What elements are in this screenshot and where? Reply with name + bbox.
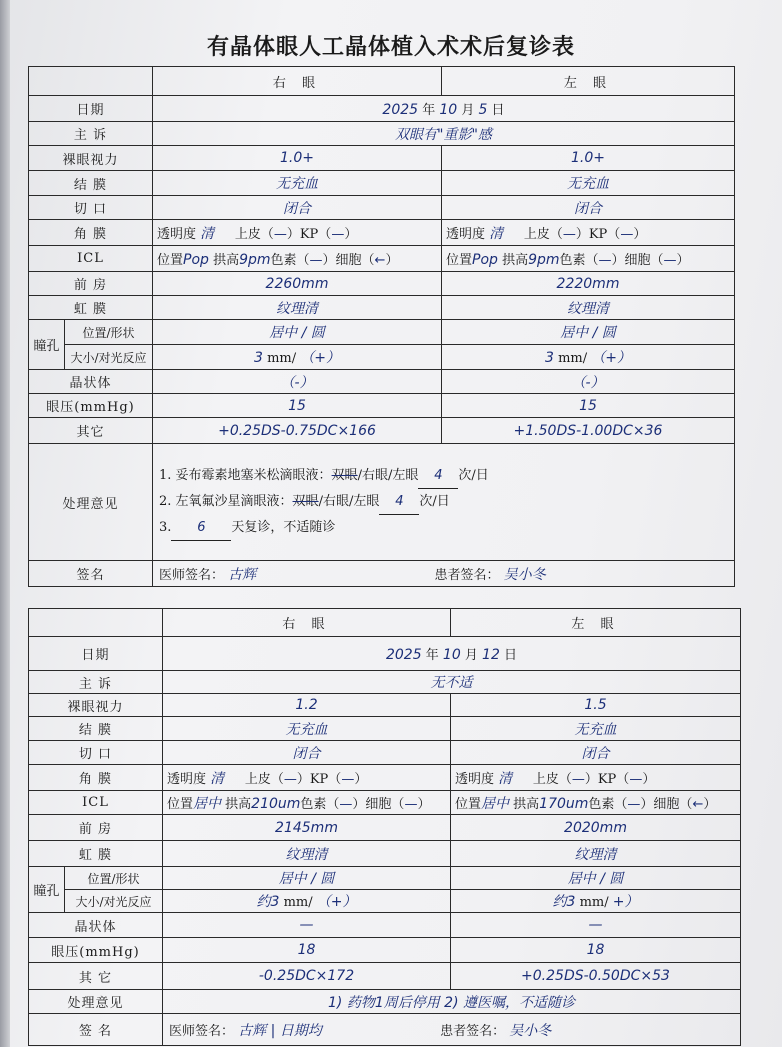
rx1-times: 4 xyxy=(418,463,458,489)
vision-label: 裸眼视力 xyxy=(29,694,163,717)
pigment-label: 色素（ xyxy=(300,796,340,812)
other-right: -0.25DC×172 xyxy=(163,963,451,990)
vault-value: 9pm xyxy=(528,252,560,268)
pupil-size-value: 3 xyxy=(545,350,554,366)
cornea-right xyxy=(153,220,442,246)
pupil-size-row xyxy=(29,890,741,913)
position-label: 位置 xyxy=(167,796,194,812)
kp-value: — xyxy=(341,771,355,787)
vision-right: 1.2 xyxy=(163,694,451,717)
other-right: +0.25DS-0.75DC×166 xyxy=(153,418,442,444)
cornea-left xyxy=(451,765,741,791)
pigment-label: 色素（ xyxy=(270,253,310,268)
iris-right: 纹理清 xyxy=(153,296,442,320)
date-year: 2025 xyxy=(382,102,419,118)
cells-value: — xyxy=(663,253,677,268)
pupil-size-value: 约3 xyxy=(256,894,280,910)
complaint-value: 无不适 xyxy=(163,671,741,694)
transparency-label: 透明度 xyxy=(446,226,486,242)
pigment-value: — xyxy=(627,796,641,812)
complaint-row xyxy=(29,671,741,694)
doctor-signature: 古辉 | 日期均 xyxy=(238,1022,322,1039)
icl-right xyxy=(163,791,451,815)
epithelium-label: 上皮（ xyxy=(234,226,274,242)
date-row xyxy=(29,637,741,671)
year-label: 年 xyxy=(425,648,439,663)
cornea-right xyxy=(163,765,451,791)
year-label: 年 xyxy=(422,103,436,118)
doctor-signature: 古辉 xyxy=(228,566,257,583)
vault-label: 拱高 xyxy=(213,253,240,268)
kp-label: ）KP（ xyxy=(286,226,332,242)
incision-left: 闭合 xyxy=(451,741,741,765)
position-label: 位置 xyxy=(157,253,184,268)
vault-value: 170um xyxy=(539,795,589,812)
pupil-label: 瞳孔 xyxy=(29,320,65,370)
signature-label: 签名 xyxy=(29,561,153,587)
close-paren: ） xyxy=(703,796,717,812)
iris-right: 纹理清 xyxy=(163,841,451,867)
date-day: 5 xyxy=(478,102,488,118)
transparency-label: 透明度 xyxy=(167,771,207,787)
binder-edge xyxy=(0,0,10,1047)
day-label: 日 xyxy=(504,648,518,663)
treatment-row xyxy=(29,990,741,1014)
pigment-label: 色素（ xyxy=(588,796,628,812)
vision-row xyxy=(29,146,735,171)
cornea-label: 角 膜 xyxy=(29,220,153,246)
other-row xyxy=(29,418,735,444)
patient-signature: 吴小冬 xyxy=(509,1022,552,1039)
doctor-sig-label: 医师签名： xyxy=(169,1023,235,1039)
iris-label: 虹 膜 xyxy=(29,841,163,867)
icl-label: ICL xyxy=(29,246,153,272)
pigment-value: — xyxy=(309,253,323,268)
iris-row xyxy=(29,841,741,867)
conjunctiva-right: 无充血 xyxy=(153,171,442,196)
icl-right xyxy=(153,246,442,272)
rx3-days: 6 xyxy=(171,515,231,541)
form-title: 有晶体眼人工晶体植入术术后复诊表 xyxy=(206,35,575,60)
icl-row xyxy=(29,791,741,815)
pupil-size-right xyxy=(163,890,451,913)
transparency-label: 透明度 xyxy=(455,771,495,787)
anterior-chamber-right: 2260mm xyxy=(153,272,442,296)
other-label: 其它 xyxy=(29,418,153,444)
pupil-position-right: 居中 / 圆 xyxy=(163,867,451,890)
pupil-size-right xyxy=(153,345,442,370)
pupil-size-label: 大小/对光反应 xyxy=(65,890,163,913)
other-left: +1.50DS-1.00DC×36 xyxy=(442,418,735,444)
vision-label: 裸眼视力 xyxy=(29,146,153,171)
incision-right: 闭合 xyxy=(153,196,442,220)
iop-row xyxy=(29,394,735,418)
left-eye-header: 左 眼 xyxy=(451,609,741,637)
pupil-position-label: 位置/形状 xyxy=(65,867,163,890)
pupil-size-left xyxy=(442,345,735,370)
icl-label: ICL xyxy=(29,791,163,815)
pupil-position-left: 居中 / 圆 xyxy=(451,867,741,890)
cells-label: ）细胞（ xyxy=(322,253,375,268)
complaint-label: 主 诉 xyxy=(29,122,153,146)
icl-left xyxy=(442,246,735,272)
cornea-left xyxy=(442,220,735,246)
rx-line-3 xyxy=(153,515,734,541)
lens-label: 晶状体 xyxy=(29,913,163,938)
pupil-position-row xyxy=(29,867,741,890)
complaint-value: 双眼有"重影"感 xyxy=(153,122,735,146)
left-eye-header: 左 眼 xyxy=(442,67,735,96)
rx2-unit: 次/日 xyxy=(419,494,450,509)
vision-row xyxy=(29,694,741,717)
pigment-value: — xyxy=(598,253,612,268)
iop-left: 15 xyxy=(442,394,735,418)
patient-signature: 吴小冬 xyxy=(503,566,546,583)
lens-row xyxy=(29,370,735,394)
conjunctiva-right: 无充血 xyxy=(163,717,451,741)
rx3-text: 天复诊，不适随诊 xyxy=(231,520,336,535)
epithelium-value: — xyxy=(283,771,297,787)
kp-value: — xyxy=(629,771,643,787)
date-month: 10 xyxy=(442,647,461,663)
right-eye-header: 右 眼 xyxy=(163,609,451,637)
vault-value: 210um xyxy=(251,795,301,812)
icl-row xyxy=(29,246,735,272)
rx2-times: 4 xyxy=(379,489,419,515)
close-paren: ） xyxy=(354,771,368,787)
rx1-unit: 次/日 xyxy=(458,468,489,483)
epithelium-value: — xyxy=(562,226,576,242)
reflex-value: +） xyxy=(612,894,639,910)
cells-label: ）细胞（ xyxy=(611,253,664,268)
signature-row xyxy=(29,561,735,587)
anterior-chamber-row xyxy=(29,272,735,296)
rx2-options: /右眼/左眼 xyxy=(318,494,380,509)
lens-label: 晶状体 xyxy=(29,370,153,394)
vision-left: 1.5 xyxy=(451,694,741,717)
position-value: Pop xyxy=(472,252,498,268)
epithelium-value: — xyxy=(571,771,585,787)
close-paren: ） xyxy=(344,226,358,242)
conjunctiva-row xyxy=(29,171,735,196)
pupil-size-row xyxy=(29,345,735,370)
position-label: 位置 xyxy=(455,796,482,812)
day-label: 日 xyxy=(491,103,505,118)
conjunctiva-left: 无充血 xyxy=(451,717,741,741)
signature-row xyxy=(29,1014,741,1046)
transparency-label: 透明度 xyxy=(157,226,197,242)
mm-label: mm/ xyxy=(579,895,609,910)
epithelium-label: 上皮（ xyxy=(523,226,563,242)
iop-right: 15 xyxy=(153,394,442,418)
treatment-row xyxy=(29,444,735,561)
iris-row xyxy=(29,296,735,320)
cells-value: ← xyxy=(692,796,704,812)
other-label: 其 它 xyxy=(29,963,163,990)
cells-value: — xyxy=(404,796,418,812)
incision-row xyxy=(29,196,735,220)
signature-label: 签 名 xyxy=(29,1014,163,1046)
reflex-value: （+） xyxy=(316,894,357,910)
incision-row xyxy=(29,741,741,765)
kp-value: — xyxy=(620,226,634,242)
iop-left: 18 xyxy=(451,938,741,963)
conjunctiva-row xyxy=(29,717,741,741)
vault-label: 拱高 xyxy=(225,796,252,812)
epithelium-label: 上皮（ xyxy=(532,771,572,787)
cornea-label: 角 膜 xyxy=(29,765,163,791)
rx2-option-both: 双眼 xyxy=(292,494,319,509)
conjunctiva-label: 结 膜 xyxy=(29,717,163,741)
kp-label: ）KP（ xyxy=(575,226,621,242)
transparency-value: 清 xyxy=(210,770,225,787)
close-paren: ） xyxy=(417,796,431,812)
month-label: 月 xyxy=(461,103,475,118)
lens-left: — xyxy=(451,913,741,938)
date-label: 日期 xyxy=(29,96,153,122)
treatment-label: 处理意见 xyxy=(29,444,153,561)
cells-label: ）细胞（ xyxy=(640,796,693,812)
cells-label: ）细胞（ xyxy=(352,796,405,812)
cells-value: ← xyxy=(374,253,386,268)
rx2-drug: 2. 左氧氟沙星滴眼液： xyxy=(159,494,293,509)
reflex-value: （+） xyxy=(591,350,631,366)
pupil-position-row xyxy=(29,320,735,345)
incision-right: 闭合 xyxy=(163,741,451,765)
position-value: 居中 xyxy=(481,795,510,812)
date-day: 12 xyxy=(482,647,500,663)
iris-left: 纹理清 xyxy=(442,296,735,320)
vision-left: 1.0+ xyxy=(442,146,735,171)
vault-label: 拱高 xyxy=(513,796,540,812)
rx1-drug: 1. 妥布霉素地塞米松滴眼液： xyxy=(159,468,332,483)
other-row xyxy=(29,963,741,990)
close-paren: ） xyxy=(385,253,399,268)
transparency-value: 清 xyxy=(489,225,504,242)
signature-block xyxy=(153,561,735,587)
epithelium-label: 上皮（ xyxy=(244,771,284,787)
conjunctiva-left: 无充血 xyxy=(442,171,735,196)
pupil-size-left xyxy=(451,890,741,913)
patient-sig-label: 患者签名： xyxy=(440,1023,506,1039)
signature-block xyxy=(163,1014,741,1046)
iop-label: 眼压(mmHg) xyxy=(29,394,153,418)
date-row xyxy=(29,96,735,122)
followup-table-2 xyxy=(28,608,741,1046)
iris-label: 虹 膜 xyxy=(29,296,153,320)
pupil-position-label: 位置/形状 xyxy=(65,320,153,345)
mm-label: mm/ xyxy=(283,895,313,910)
complaint-row xyxy=(29,122,735,146)
rx-line-2 xyxy=(153,489,734,515)
transparency-value: 清 xyxy=(498,770,513,787)
month-label: 月 xyxy=(464,648,478,663)
date-value xyxy=(153,96,735,122)
complaint-label: 主 诉 xyxy=(29,671,163,694)
anterior-chamber-row xyxy=(29,815,741,841)
reflex-value: （+） xyxy=(300,350,340,366)
date-month: 10 xyxy=(439,102,458,118)
pigment-label: 色素（ xyxy=(559,253,599,268)
pigment-value: — xyxy=(339,796,353,812)
vault-label: 拱高 xyxy=(502,253,529,268)
kp-label: ）KP（ xyxy=(584,771,630,787)
followup-table-1 xyxy=(28,66,735,587)
incision-label: 切 口 xyxy=(29,741,163,765)
conjunctiva-label: 结 膜 xyxy=(29,171,153,196)
treatment-label: 处理意见 xyxy=(29,990,163,1014)
lens-left: （-） xyxy=(442,370,735,394)
kp-label: ）KP（ xyxy=(296,771,342,787)
date-value xyxy=(163,637,741,671)
lens-right: （-） xyxy=(153,370,442,394)
icl-left xyxy=(451,791,741,815)
iop-right: 18 xyxy=(163,938,451,963)
patient-sig-label: 患者签名： xyxy=(434,567,500,583)
kp-value: — xyxy=(331,226,345,242)
position-label: 位置 xyxy=(446,253,473,268)
iris-left: 纹理清 xyxy=(451,841,741,867)
lens-row xyxy=(29,913,741,938)
other-left: +0.25DS-0.50DC×53 xyxy=(451,963,741,990)
incision-left: 闭合 xyxy=(442,196,735,220)
rx1-option-both: 双眼 xyxy=(331,468,358,483)
anterior-chamber-label: 前 房 xyxy=(29,815,163,841)
vault-value: 9pm xyxy=(239,252,271,268)
right-eye-header: 右 眼 xyxy=(153,67,442,96)
date-label: 日期 xyxy=(29,637,163,671)
rx3-number: 3. xyxy=(159,520,172,535)
epithelium-value: — xyxy=(273,226,287,242)
vision-right: 1.0+ xyxy=(153,146,442,171)
treatment-block xyxy=(153,444,735,561)
anterior-chamber-label: 前 房 xyxy=(29,272,153,296)
pupil-label: 瞳孔 xyxy=(29,867,65,913)
position-value: 居中 xyxy=(193,795,222,812)
doctor-sig-label: 医师签名： xyxy=(159,567,225,583)
pupil-position-left: 居中 / 圆 xyxy=(442,320,735,345)
rx-line-1 xyxy=(153,463,734,489)
pupil-position-right: 居中 / 圆 xyxy=(153,320,442,345)
iop-label: 眼压(mmHg) xyxy=(29,938,163,963)
date-year: 2025 xyxy=(385,647,422,663)
close-paren: ） xyxy=(642,771,656,787)
rx1-options: /右眼/左眼 xyxy=(357,468,419,483)
close-paren: ） xyxy=(633,226,647,242)
close-paren: ） xyxy=(676,253,690,268)
incision-label: 切 口 xyxy=(29,196,153,220)
mm-label: mm/ xyxy=(558,351,588,366)
treatment-value: 1) 药物1周后停用 2) 遵医嘱，不适随诊 xyxy=(163,990,741,1014)
table-header-row xyxy=(29,67,735,96)
mm-label: mm/ xyxy=(267,351,297,366)
anterior-chamber-left: 2220mm xyxy=(442,272,735,296)
anterior-chamber-right: 2145mm xyxy=(163,815,451,841)
anterior-chamber-left: 2020mm xyxy=(451,815,741,841)
pupil-size-label: 大小/对光反应 xyxy=(65,345,153,370)
pupil-size-value: 3 xyxy=(254,350,263,366)
table-header-row xyxy=(29,609,741,637)
position-value: Pop xyxy=(183,252,209,268)
transparency-value: 清 xyxy=(200,225,215,242)
cornea-row xyxy=(29,765,741,791)
pupil-size-value: 约3 xyxy=(552,894,576,910)
iop-row xyxy=(29,938,741,963)
lens-right: — xyxy=(163,913,451,938)
cornea-row xyxy=(29,220,735,246)
